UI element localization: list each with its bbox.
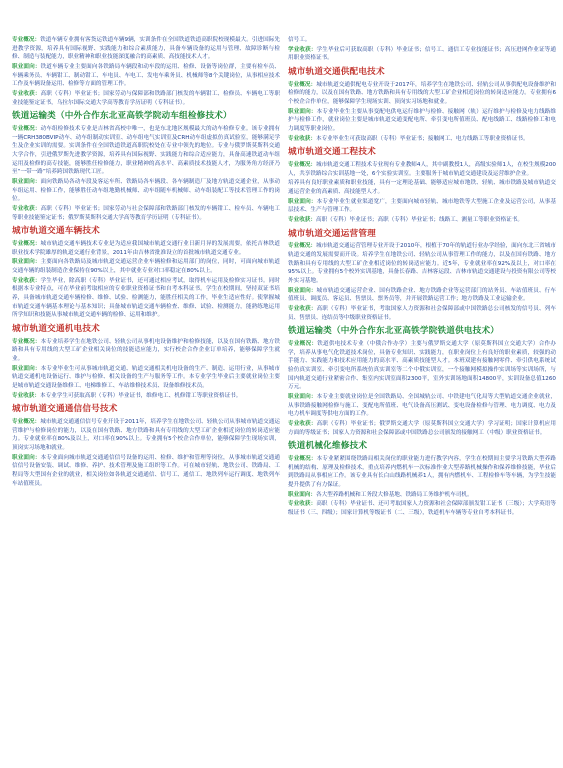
para-text: 铁道供电技术专业（中俄合作办学）主要与俄罗斯交通大学（原莫斯科国立交通大学）合作办学，培养从事电气化铁道技术岗位，具备专业知识、实践能力，在职业岗位上有良好的职业素质，较强的动手能力、实践能力和技术应用能力的高水平、高素质技能型人才。本班双建有接触网零件、牵引供电系统试验仿真实训室、牵引变电所系统仿真实训室等二个中俄实训室，一个接触网模拟操作实训场等实训场所，与国内轨道交通行业紧密合作、集室内实训室面积2300平，室外实训场地面积14800平，实训设备总值1260万元。 [288,341,556,391]
para-text: 铁道车辆专业主要面向各铁路局车辆段和动车段的运用、检修、设备等岗位群，主要有检车员、车辆乘务员、车辆钳工、制动钳工、车电员、车电工、发电车乘务员、机械师等8个关键岗位，从事相应技术工作及车辆设备运用、检修等方面的管理工作。 [12,63,280,88]
para-text: 各大型养路机械和工务段大修基地、铁路局工务维护机车司机。 [315,491,473,498]
para-label: 专业概况： [288,81,317,88]
intro-paragraph [12,36,280,62]
para-label: 职业面向： [288,491,316,498]
section-paragraph [288,393,556,419]
para-text: 本专业培养学生在地铁公司、轻轨公司从事机电设备维护和检修技能，以及在国有铁路、地方铁路和具有专用线的大型工矿企业相关岗位的技能适应能力，实行校企合作企业订单培养，能够保障学生就业。 [12,338,280,362]
para-label: 职业面向： [12,454,41,461]
para-label: 专业收获： [12,392,40,399]
section-paragraph [288,161,556,178]
section-paragraph [12,392,280,401]
section-paragraph [288,455,556,490]
para-label: 学业收获： [288,46,317,53]
para-text: 高职（专科）毕业证书，考取国家人力资源和社会保障部或中国铁路总公司核发的信号员、列车员、售票员、连结员等中级职业资格证书。 [288,305,556,321]
para-text: 学生毕业后可获取高职（专科）毕业证书；信号工、通信工专业技能证书；高压进网作业证等通用职业资格证书。 [288,46,556,62]
section-heading: 城市轨道交通通信信号技术 [12,404,118,415]
para-label: 职业面向： [288,393,317,400]
para-text: 本专业毕业生主要从事变配电供电运行维护与检修、接触网（轨）运行维护与检修及电力线路维护与检修工作，就业岗位主要是城市轨道交通变配电所、牵引变电所值班员、配电线路工、线路检修工和电力调度等职业岗位。 [288,108,556,132]
para-label: 职业面向： [12,178,41,185]
section-paragraph [288,500,556,517]
section-paragraph [12,258,280,275]
left-column [12,36,280,764]
para-text: 城市轨道交通通信信号专业开设于2011年，培养学生在地铁公司、轻轨公司从事城市轨道交通运营维护与检修岗位的能力，以及在国有铁路、地方铁路和具有专用线的大型工矿企业相近岗位的转岗适应能力。专业就业率在80%及以上，对口率在90%以上。专业拥有5个校企合作单位，能够保障学生现场实训，顶岗实习场地和就业。 [12,418,280,451]
section-paragraph [288,305,556,322]
section-heading: 城市轨道交通运营管理 [288,228,376,239]
section-paragraph [288,287,556,304]
para-text: 高职（专科）毕业证书；俄罗斯交通大学（原莫斯科国立交通大学）学习证明；国家计算机应用方面的等级证书；国家人力资源和社会保障部或中国铁路总公司颁发的接触网工（中级）职业资格证书。 [288,420,556,436]
continued-paragraph [288,46,556,63]
para-label: 专业概况： [288,162,317,169]
intro-paragraph [12,63,280,89]
para-text: 本专业紧紧围绕铁路局相关岗位的职业能力进行教学内容，学生在校期间主要学习铁路大型养路机械的结构、原理及检修技术，重点培养内燃机车一次标准作业大型养路机械操作和保养维修技能，毕业后到铁路局从事相应工作。该专业具有长白山线路机械养1人，拥有内燃机车、工程检修车等车辆，为学生技能提升提供了有力保证。 [288,455,556,488]
section-paragraph [288,135,556,144]
section-heading: 城市轨道交通工程技术 [288,147,376,158]
section-heading: 铁道机械化维修技术 [288,441,368,452]
para-label: 专业收获： [12,277,41,284]
para-text: 高职（专科）毕业证书；国家劳动与社会保障部和铁路部门核发的车辆钳工、检车员、车辆电工等职业技能鉴定证书；俄罗斯莫斯科交通大学高等教育学历证明（专科证书）。 [12,205,280,221]
para-label: 专业概况： [12,338,41,345]
section-paragraph [288,198,556,215]
section-paragraph [288,242,556,285]
section-paragraph [288,491,556,500]
para-text: 高职（专科）毕业证书；高职（专科）毕业证书；线路工、测量工等职业资格证书。 [315,216,523,223]
para-text: 本专业毕业生可从事城市轨道交通、轨道交通相关机电设备的生产、制造、运用行业，从事城市轨道交通机电设备运行、维护与检修、相关设备的生产与服务等工作。本专业学生毕业后主要就业岗位主要是城市轨道交通设备维修工、电梯维修工、车站维修技术员、设备维修技术员。 [12,365,280,389]
para-label: 专业收获： [288,135,316,142]
section-paragraph [12,240,280,257]
para-label: 职业面向： [12,259,41,266]
section-heading: 城市轨道交通供配电技术 [288,66,385,77]
section-paragraph [288,420,556,437]
intro-paragraph [12,90,280,107]
para-text: 高职（专科）毕业证书、还可考取国家人力资源和社会保障部颁发钳工证书（三级）；大学英语等级证书（三、四级）；国家计算机等级证书（二、三级），铁道机车车辆等专业自考本科证书。 [288,501,556,516]
para-label: 专业收获： [12,205,41,212]
section-paragraph [12,205,280,222]
para-label: 职业面向： [12,365,41,372]
para-text: 动车组检修技术专业是吉林省高校中唯一，也是东北地区规模最大的动车检修专业。该专业拥有一辆CRH380BVIP动车、动车组制动实训室、动车组电气实训室及CRH动车组虚拟仿真试验室，能够满足学生及企业实训的需要。实训条件在全国铁道铁道高职院校处在专业中领先的地位。专业与俄罗斯莫斯科交通大学合作，引进俄罗斯先进教学资源，培养具有国际视野、实践能力和综合适应能力，具备高速铁道动车组运用及检修的高专技能，能够胜任检修能力，职业精神的高水平、高素质技术技能人才，为服务角方经济乃至“一带一路”培养跨国铁路现代工匠。 [12,125,280,176]
section-paragraph [12,178,280,204]
para-label: 专业概况： [12,240,41,247]
section-paragraph [12,338,280,364]
section-paragraph [288,108,556,134]
section-paragraph [288,216,556,225]
para-text: 培养具有良好职业素质和职业技能，具有一定理论基础、能够适应城市地铁、轻轨、城市铁路及城市轨道交通运营企业的高素质、高技能型人才。 [288,180,556,195]
section-paragraph [12,125,280,177]
para-text: 城市轨道交通供配电专业开设于2017年，培养学生在地铁公司、轻轨公司从事供配电设备维护和检修的能力，以及在国有铁路、地方铁路和具有专用线的大型工矿企业相近岗位的转岗适应能力。专业拥有6个校企合作单位，能够保障学生现场实训、顶岗实习场地和就业。 [288,81,556,106]
para-text: 城市轨道交通工程技术专业现有专业教师4人，其中副教授1人，高级实验师1人，在校生规模200人，共享铁路综合实训基地一处，6个实验实训室。主要服务于城市轨道交通建设及运营维护企业。 [288,162,556,177]
section-heading: 铁道运输类（中外合作东北亚高铁学院动车组检修技术） [12,111,232,122]
para-text: 本专业毕业生就业渠道宽广，主要面向城市轻轨、城市地铁等大型施工企业及运营公司，从事基层技术、生产与管理工作。 [288,198,556,214]
para-text: 学生毕业，除高职（专科）毕业证书，还可通过相应考试，取得机车运用及检修实习证书。同时根据本专业特点，可在毕业前考取相应的专业职业资格证书和自考本科证书。学生在校期间，坚持双证书培养，具备城市轨道交通车辆检修、维修、试验、检测能力，能胜任相关的工作，毕业生适应性好。使掌握城市轨道交通车辆基本理论与基本知识；具备城市轨道交通车辆检查、维修、试验、检测能力，能熟练地运用所学知识和技能从事城市轨道交通车辆的检修、运用和维护。 [12,277,280,319]
para-text: 本专业主要就业岗位是全国铁路局、全国城轨公司、中铁建电气化局等大型轨道交通企业就业，从事铁路接触网检修与施工、变配电所值班、电气设备高压测试、变电设备检修与管理、电力调度、电力及电力机车调度等供电方面的工作。 [288,393,556,418]
para-text: 城市轨道交通运营管理专业开设于2010年，根植于70年的轨道行业办学经验，面向东北三省城市轨道交通的发展需要而开设。培养学生在地铁公司、轻轨公司从事管理工作的能力，以及在国有铁路、地方铁路和具有专用线的大型工矿企业相近岗位的转岗适应能力。近5年，专业就业率在92%及以上，对口率在95%以上。专业拥有5个校外实训基地，具备长春路、吉林客运段、吉林市轨道交通建设与投资有限公司等校外实习基地。 [288,243,556,284]
para-text: 本专业面向城市轨道交通通信信号设备的运用、检修、维护和管理等岗位，从事城市轨道交通通信信号设备安装、调试、维修、养护、技术管理及施工组织等工作。可在城市轻轨、地铁公司、铁路局、工程局等大型国有企业的就业，相关岗位如各轨道交通通信、信号工、通信工、地铁列车运行调度、地铁列车车站值班员。 [12,454,280,487]
para-label: 专业收获： [288,216,316,223]
section-heading: 铁道运输类（中外合作东北亚高铁学院铁道供电技术） [288,326,500,337]
para-label: 专业收获： [288,501,317,508]
section-paragraph [12,418,280,453]
section-heading: 城市轨道交通车辆技术 [12,226,100,237]
section-paragraph [288,179,556,196]
para-label: 专业概况： [288,243,317,250]
right-column [288,36,556,764]
para-label: 职业面向： [12,63,41,70]
section-paragraph [288,81,556,107]
section-paragraph [288,340,556,392]
para-text: 面向铁路局各动车段及客运车所、铁路局各车辆段、各车辆制造厂及地方轨道交通企业，从事动车组运用、检修工作，能够胜任动车组地勤机械师、动车组随车机械师、动车组装配工等技术管理工作的岗位。 [12,178,280,203]
para-text: 高职（专科）毕业证书；国家劳动与保障部和铁路部门核发的车辆钳工、检修员、车辆电工等职业技能鉴定证书，乌拉尔国际交通大学高等教育学历证明（专科证书）。 [12,90,280,106]
para-label: 职业面向： [288,287,317,294]
para-label: 专业收获： [288,305,317,312]
para-text: 本专业学生可获取高职（专科）毕业证书，维修电工、机修钳工等职业资格证书。 [39,392,242,399]
para-text: 铁道车辆专业拥有客货运铁道车辆9辆，实训条件在全国铁道铁道高职院校现模最大。引进国际先进教学资源，培养具有国际视野、实践能力和综合素质能力，具备车辆设备的运用与管理、故障诊断与检修、制造与装配能力，职业精神和职业技能深度融合的高素质、高技能技术人才。 [12,37,280,61]
section-paragraph [12,365,280,391]
section-paragraph [12,277,280,320]
para-label: 职业面向： [288,198,317,205]
para-text: 本专业毕业生可获取高职（专科）毕业证书；接触网工、电力线路工等职业资格证书。 [315,135,529,142]
para-label: 职业面向： [288,108,317,115]
para-text: 主要面向各铁路局及城市轨道交通运营企业车辆检修和运用部门的岗位，同时，可面向城市轨道交通车辆的组装制造企业保持在90%以上，其中就业专业对口率稳定在80%以上。 [12,259,280,274]
para-label: 专业概况： [12,418,41,425]
para-text: 城市轨道交通运营企业、国有铁路企业、地方铁路企业等运营部门的站务员、车站值班员、行车值班员、调度员、客运员、售票员、票务员等，并开展铁路运营工作；地方铁路及工业运输企业。 [288,287,556,303]
section-heading: 城市轨道交通机电技术 [12,323,100,334]
para-label: 专业收获： [12,90,41,97]
para-label: 专业概况： [12,125,41,132]
para-label: 专业概况： [288,455,317,462]
para-label: 专业收获： [288,420,317,427]
para-text: 城市轨道交通车辆技术专业是为适应我国城市轨道交通行业日新月异的发展需要，依托吉林铁道职业技术学院雄厚的轨道交通行业背景，2011年由吉林省批准设立的首批城市轨道交通专业。 [12,240,280,256]
section-paragraph [12,454,280,489]
para-label: 专业概况： [288,341,318,347]
para-label: 专业概况： [12,37,41,43]
continued-fragment: 信号工。 [288,37,311,43]
